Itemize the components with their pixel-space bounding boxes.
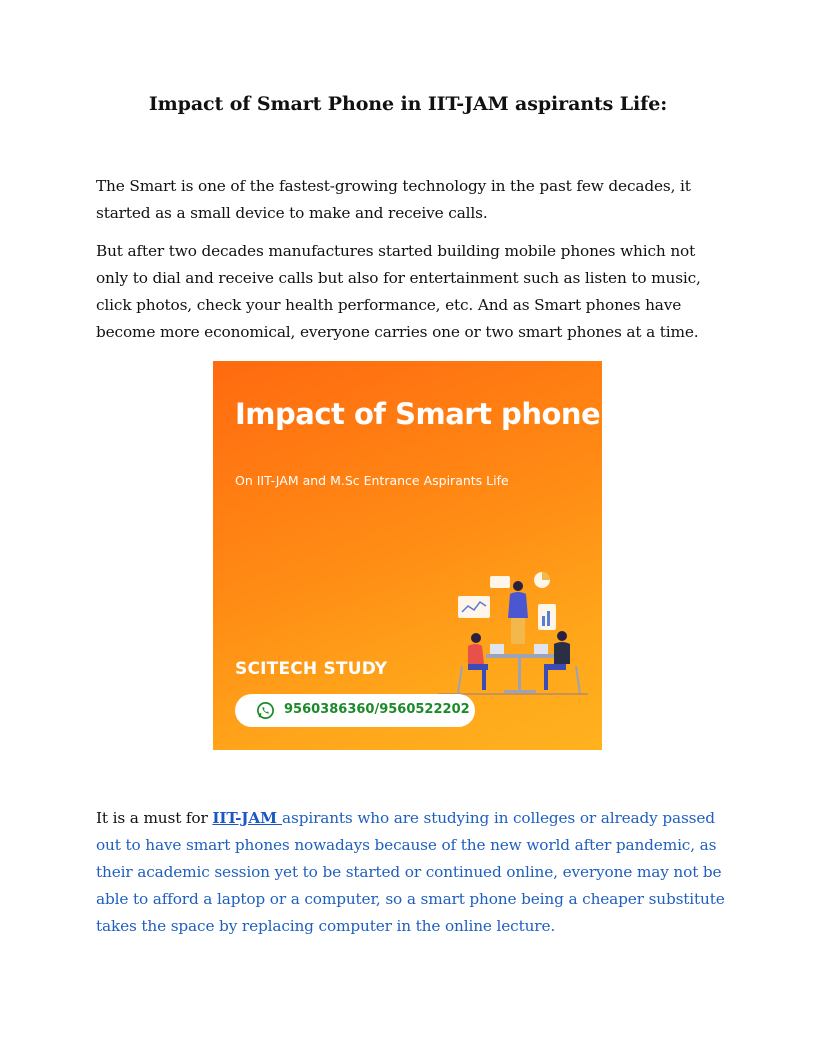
banner-image (213, 361, 602, 750)
phone-numbers: 9560386360/9560522202 (284, 702, 470, 717)
meeting-illustration (438, 566, 593, 701)
banner-subtitle: On IIT-JAM and M.Sc Entrance Aspirants Life (235, 473, 509, 488)
page-title: Impact of Smart Phone in IIT-JAM aspirants Life: (148, 93, 668, 115)
history-paragraph: But after two decades manufactures started building mobile phones which not only to dial and receive calls but also for entertainment such as listen to music, click photos, check your health performance, etc. And as Smart phones have become more economical, everyone carries one or two smart phones at a time. (96, 242, 701, 341)
banner-title: Impact of Smart phone (235, 397, 601, 431)
phone-pill (235, 694, 475, 727)
banner-brand: SCITECH STUDY (235, 659, 388, 679)
iit-jam-link[interactable]: IIT-JAM (212, 809, 283, 827)
paragraph-body: aspirants who are studying in colleges or already passed out to have smart phones nowadays because of the new world after pandemic, as their academic session yet to be started or continued online, everyone may not be able to afford a laptop or a computer, so a smart phone being a cheaper substitute takes the space by replacing computer in the online lecture. (96, 809, 725, 935)
aspirants-paragraph (96, 805, 726, 940)
intro-paragraph: The Smart is one of the fastest-growing technology in the past few decades, it started as a small device to make and receive calls. (96, 177, 691, 222)
paragraph-prefix: It is a must for (96, 809, 213, 827)
whatsapp-icon (256, 701, 275, 720)
